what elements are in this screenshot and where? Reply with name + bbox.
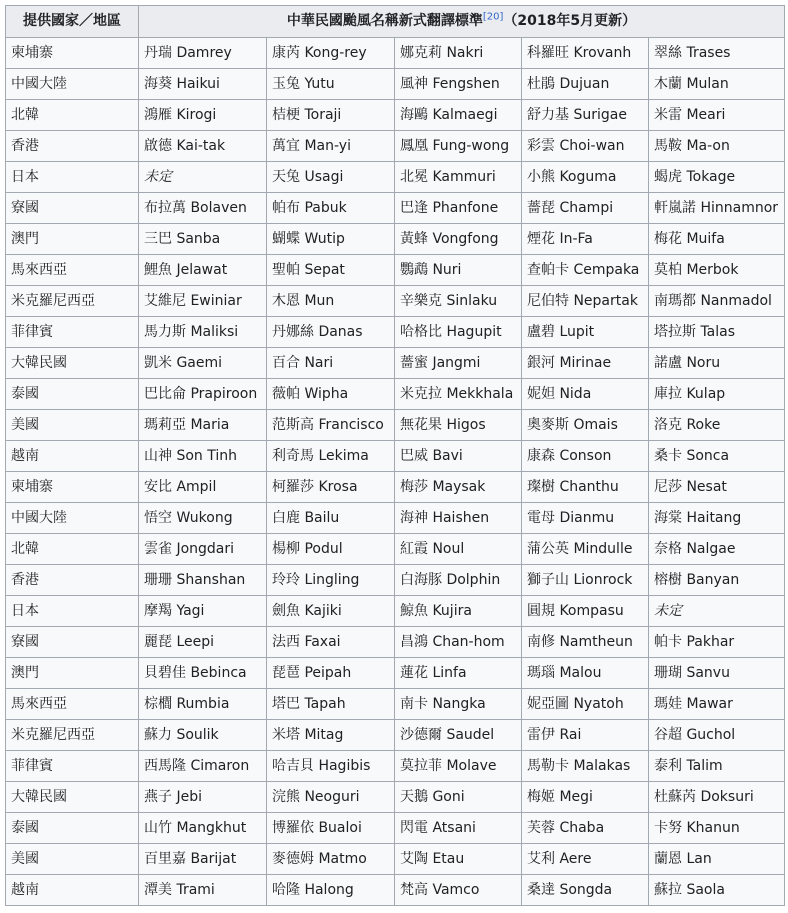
typhoon-name-cell: 榕樹 Banyan [649, 565, 785, 596]
typhoon-name-cell: 梅花 Muifa [649, 224, 785, 255]
typhoon-name-cell: 百合 Nari [267, 348, 395, 379]
country-cell: 寮國 [6, 627, 139, 658]
typhoon-name-cell: 妮亞圖 Nyatoh [522, 689, 649, 720]
typhoon-name-cell: 蘇拉 Saola [649, 875, 785, 906]
typhoon-name-cell: 梵高 Vamco [395, 875, 522, 906]
typhoon-name-cell: 南卡 Nangka [395, 689, 522, 720]
typhoon-name-cell: 天鵝 Goni [395, 782, 522, 813]
typhoon-name-cell: 丹瑞 Damrey [139, 38, 267, 69]
table-row [6, 255, 785, 286]
typhoon-name-cell: 科羅旺 Krovanh [522, 38, 649, 69]
typhoon-name-cell: 艾陶 Etau [395, 844, 522, 875]
typhoon-name-cell: 米克拉 Mekkhala [395, 379, 522, 410]
typhoon-name-cell: 奈格 Nalgae [649, 534, 785, 565]
typhoon-name-cell: 蝎虎 Tokage [649, 162, 785, 193]
table-row [6, 658, 785, 689]
typhoon-name-cell: 山竹 Mangkhut [139, 813, 267, 844]
typhoon-name-cell: 未定 [649, 596, 785, 627]
typhoon-name-cell: 銀河 Mirinae [522, 348, 649, 379]
typhoon-name-cell: 桑達 Songda [522, 875, 649, 906]
typhoon-name-cell: 麗琵 Leepi [139, 627, 267, 658]
typhoon-name-cell: 啟德 Kai-tak [139, 131, 267, 162]
typhoon-name-cell: 三巴 Sanba [139, 224, 267, 255]
country-cell: 馬來西亞 [6, 689, 139, 720]
typhoon-name-cell: 博羅依 Bualoi [267, 813, 395, 844]
country-cell: 泰國 [6, 813, 139, 844]
table-row [6, 720, 785, 751]
typhoon-name-cell: 巴威 Bavi [395, 441, 522, 472]
country-cell: 香港 [6, 565, 139, 596]
country-cell: 美國 [6, 844, 139, 875]
typhoon-name-cell: 摩羯 Yagi [139, 596, 267, 627]
typhoon-name-cell: 安比 Ampil [139, 472, 267, 503]
typhoon-name-cell: 南修 Namtheun [522, 627, 649, 658]
typhoon-name-cell: 馬鞍 Ma-on [649, 131, 785, 162]
typhoon-name-cell: 奧麥斯 Omais [522, 410, 649, 441]
typhoon-name-cell: 凱米 Gaemi [139, 348, 267, 379]
typhoon-name-cell: 海葵 Haikui [139, 69, 267, 100]
typhoon-name-cell: 白鹿 Bailu [267, 503, 395, 534]
country-cell: 寮國 [6, 193, 139, 224]
typhoon-name-cell: 黃蜂 Vongfong [395, 224, 522, 255]
typhoon-name-cell: 玉兔 Yutu [267, 69, 395, 100]
typhoon-name-cell: 玲玲 Lingling [267, 565, 395, 596]
country-cell: 澳門 [6, 224, 139, 255]
table-row [6, 193, 785, 224]
table-row [6, 813, 785, 844]
standard-column-header [139, 6, 785, 38]
typhoon-name-cell: 谷超 Guchol [649, 720, 785, 751]
typhoon-name-cell: 法西 Faxai [267, 627, 395, 658]
table-row [6, 69, 785, 100]
typhoon-name-cell: 潭美 Trami [139, 875, 267, 906]
typhoon-name-cell: 紅霞 Noul [395, 534, 522, 565]
typhoon-name-cell: 彩雲 Choi-wan [522, 131, 649, 162]
typhoon-name-cell: 楊柳 Podul [267, 534, 395, 565]
typhoon-name-cell: 鯉魚 Jelawat [139, 255, 267, 286]
typhoon-name-cell: 查帕卡 Cempaka [522, 255, 649, 286]
typhoon-name-cell: 西馬隆 Cimaron [139, 751, 267, 782]
typhoon-name-cell: 范斯高 Francisco [267, 410, 395, 441]
typhoon-name-cell: 娜克莉 Nakri [395, 38, 522, 69]
typhoon-name-cell: 沙德爾 Saudel [395, 720, 522, 751]
typhoon-name-cell: 獅子山 Lionrock [522, 565, 649, 596]
typhoon-name-cell: 梅姬 Megi [522, 782, 649, 813]
typhoon-name-cell: 馬勒卡 Malakas [522, 751, 649, 782]
typhoon-name-cell: 康森 Conson [522, 441, 649, 472]
typhoon-name-cell: 雲雀 Jongdari [139, 534, 267, 565]
table-row [6, 689, 785, 720]
table-row [6, 596, 785, 627]
typhoon-name-cell: 莫拉菲 Molave [395, 751, 522, 782]
table-row [6, 534, 785, 565]
typhoon-name-cell: 哈隆 Halong [267, 875, 395, 906]
table-row [6, 348, 785, 379]
table-row [6, 503, 785, 534]
standard-title: 中華民國颱風名稱新式翻譯標準 [286, 13, 483, 29]
country-cell: 菲律賓 [6, 317, 139, 348]
typhoon-name-cell: 蒲公英 Mindulle [522, 534, 649, 565]
typhoon-name-cell: 盧碧 Lupit [522, 317, 649, 348]
typhoon-name-cell: 北冕 Kammuri [395, 162, 522, 193]
typhoon-name-cell: 丹娜絲 Danas [267, 317, 395, 348]
typhoon-name-cell: 麥德姆 Matmo [267, 844, 395, 875]
country-column-header: 提供國家／地區 [6, 6, 139, 38]
country-cell: 越南 [6, 875, 139, 906]
typhoon-name-cell: 杜鵑 Dujuan [522, 69, 649, 100]
typhoon-name-cell: 巴比侖 Prapiroon [139, 379, 267, 410]
typhoon-name-cell: 劍魚 Kajiki [267, 596, 395, 627]
typhoon-name-cell: 哈格比 Hagupit [395, 317, 522, 348]
typhoon-name-cell: 蓮花 Linfa [395, 658, 522, 689]
typhoon-name-cell: 無花果 Higos [395, 410, 522, 441]
country-cell: 北韓 [6, 100, 139, 131]
typhoon-name-cell: 塔巴 Tapah [267, 689, 395, 720]
typhoon-name-cell: 蘭恩 Lan [649, 844, 785, 875]
typhoon-name-cell: 哈吉貝 Hagibis [267, 751, 395, 782]
typhoon-name-cell: 鸚鵡 Nuri [395, 255, 522, 286]
reference-superscript [483, 11, 504, 22]
typhoon-name-cell: 小熊 Koguma [522, 162, 649, 193]
typhoon-name-cell: 米塔 Mitag [267, 720, 395, 751]
typhoon-name-cell: 柯羅莎 Krosa [267, 472, 395, 503]
typhoon-name-cell: 浣熊 Neoguri [267, 782, 395, 813]
table-row [6, 565, 785, 596]
header-row [6, 6, 785, 38]
typhoon-name-cell: 艾維尼 Ewiniar [139, 286, 267, 317]
country-cell: 日本 [6, 162, 139, 193]
country-cell: 大韓民國 [6, 782, 139, 813]
typhoon-name-cell: 瑪瑙 Malou [522, 658, 649, 689]
typhoon-name-cell: 璨樹 Chanthu [522, 472, 649, 503]
typhoon-name-cell: 木蘭 Mulan [649, 69, 785, 100]
typhoon-name-cell: 鯨魚 Kujira [395, 596, 522, 627]
table-row [6, 100, 785, 131]
table-row [6, 162, 785, 193]
typhoon-name-cell: 閃電 Atsani [395, 813, 522, 844]
typhoon-name-cell: 圓規 Kompasu [522, 596, 649, 627]
typhoon-name-cell: 諾盧 Noru [649, 348, 785, 379]
country-cell: 澳門 [6, 658, 139, 689]
typhoon-name-cell: 南瑪都 Nanmadol [649, 286, 785, 317]
typhoon-name-cell: 薔琵 Champi [522, 193, 649, 224]
typhoon-name-cell: 布拉萬 Bolaven [139, 193, 267, 224]
typhoon-name-cell: 昌鴻 Chan-hom [395, 627, 522, 658]
typhoon-name-cell: 薔蜜 Jangmi [395, 348, 522, 379]
table-row [6, 38, 785, 69]
reference-link[interactable]: [20] [482, 11, 504, 23]
typhoon-name-cell: 庫拉 Kulap [649, 379, 785, 410]
typhoon-name-cell: 百里嘉 Barijat [139, 844, 267, 875]
typhoon-name-cell: 白海豚 Dolphin [395, 565, 522, 596]
table-row [6, 782, 785, 813]
table-row [6, 224, 785, 255]
typhoon-name-cell: 雷伊 Rai [522, 720, 649, 751]
typhoon-name-cell: 巴逢 Phanfone [395, 193, 522, 224]
typhoon-name-cell: 海神 Haishen [395, 503, 522, 534]
country-cell: 日本 [6, 596, 139, 627]
typhoon-name-cell: 珊珊 Shanshan [139, 565, 267, 596]
typhoon-name-cell: 瑪娃 Mawar [649, 689, 785, 720]
typhoon-name-cell: 蘇力 Soulik [139, 720, 267, 751]
typhoon-names-table [5, 5, 785, 906]
typhoon-name-cell: 杜蘇芮 Doksuri [649, 782, 785, 813]
typhoon-name-cell: 聖帕 Sepat [267, 255, 395, 286]
country-cell: 馬來西亞 [6, 255, 139, 286]
typhoon-name-cell: 軒嵐諾 Hinnamnor [649, 193, 785, 224]
typhoon-name-cell: 梅莎 Maysak [395, 472, 522, 503]
typhoon-name-cell: 康芮 Kong-rey [267, 38, 395, 69]
typhoon-name-cell: 塔拉斯 Talas [649, 317, 785, 348]
typhoon-name-cell: 鴻雁 Kirogi [139, 100, 267, 131]
typhoon-name-cell: 妮妲 Nida [522, 379, 649, 410]
table-row [6, 627, 785, 658]
country-cell: 米克羅尼西亞 [6, 720, 139, 751]
country-cell: 美國 [6, 410, 139, 441]
typhoon-name-cell: 桑卡 Sonca [649, 441, 785, 472]
country-cell: 北韓 [6, 534, 139, 565]
country-cell: 中國大陸 [6, 503, 139, 534]
typhoon-name-cell: 薇帕 Wipha [267, 379, 395, 410]
typhoon-name-cell: 鳳凰 Fung-wong [395, 131, 522, 162]
typhoon-name-cell: 尼莎 Nesat [649, 472, 785, 503]
typhoon-name-cell: 翠絲 Trases [649, 38, 785, 69]
typhoon-name-cell: 天兔 Usagi [267, 162, 395, 193]
typhoon-name-cell: 燕子 Jebi [139, 782, 267, 813]
country-cell: 越南 [6, 441, 139, 472]
table-row [6, 751, 785, 782]
country-cell: 中國大陸 [6, 69, 139, 100]
table-row [6, 410, 785, 441]
typhoon-name-cell: 辛樂克 Sinlaku [395, 286, 522, 317]
typhoon-name-cell: 芙蓉 Chaba [522, 813, 649, 844]
typhoon-name-cell: 洛克 Roke [649, 410, 785, 441]
typhoon-name-cell: 利奇馬 Lekima [267, 441, 395, 472]
table-body [6, 38, 785, 906]
typhoon-name-cell: 珊瑚 Sanvu [649, 658, 785, 689]
typhoon-name-cell: 尼伯特 Nepartak [522, 286, 649, 317]
standard-update-note: （2018年5月更新） [503, 13, 637, 29]
table-row [6, 131, 785, 162]
typhoon-name-cell: 悟空 Wukong [139, 503, 267, 534]
typhoon-name-cell: 舒力基 Surigae [522, 100, 649, 131]
typhoon-name-cell: 電母 Dianmu [522, 503, 649, 534]
typhoon-name-cell: 艾利 Aere [522, 844, 649, 875]
table-row [6, 441, 785, 472]
country-cell: 泰國 [6, 379, 139, 410]
typhoon-name-cell: 海棠 Haitang [649, 503, 785, 534]
typhoon-name-cell: 卡努 Khanun [649, 813, 785, 844]
typhoon-name-cell: 萬宜 Man-yi [267, 131, 395, 162]
typhoon-name-cell: 煙花 In-Fa [522, 224, 649, 255]
country-cell: 柬埔寨 [6, 472, 139, 503]
typhoon-name-cell: 桔梗 Toraji [267, 100, 395, 131]
typhoon-name-cell: 米雷 Meari [649, 100, 785, 131]
typhoon-name-cell: 木恩 Mun [267, 286, 395, 317]
table-row [6, 379, 785, 410]
typhoon-name-cell: 瑪莉亞 Maria [139, 410, 267, 441]
typhoon-name-cell: 貝碧佳 Bebinca [139, 658, 267, 689]
country-cell: 菲律賓 [6, 751, 139, 782]
typhoon-name-cell: 帕布 Pabuk [267, 193, 395, 224]
typhoon-name-cell: 莫柏 Merbok [649, 255, 785, 286]
table-row [6, 286, 785, 317]
typhoon-name-cell: 馬力斯 Maliksi [139, 317, 267, 348]
typhoon-name-cell: 帕卡 Pakhar [649, 627, 785, 658]
typhoon-name-cell: 泰利 Talim [649, 751, 785, 782]
typhoon-name-cell: 風神 Fengshen [395, 69, 522, 100]
typhoon-name-cell: 未定 [139, 162, 267, 193]
country-cell: 大韓民國 [6, 348, 139, 379]
typhoon-name-cell: 棕櫚 Rumbia [139, 689, 267, 720]
table-row [6, 472, 785, 503]
typhoon-name-cell: 蝴蝶 Wutip [267, 224, 395, 255]
table-row [6, 875, 785, 906]
country-cell: 香港 [6, 131, 139, 162]
table-row [6, 317, 785, 348]
typhoon-name-cell: 琵琶 Peipah [267, 658, 395, 689]
table-row [6, 844, 785, 875]
country-cell: 柬埔寨 [6, 38, 139, 69]
typhoon-name-cell: 海鷗 Kalmaegi [395, 100, 522, 131]
country-cell: 米克羅尼西亞 [6, 286, 139, 317]
typhoon-name-cell: 山神 Son Tinh [139, 441, 267, 472]
